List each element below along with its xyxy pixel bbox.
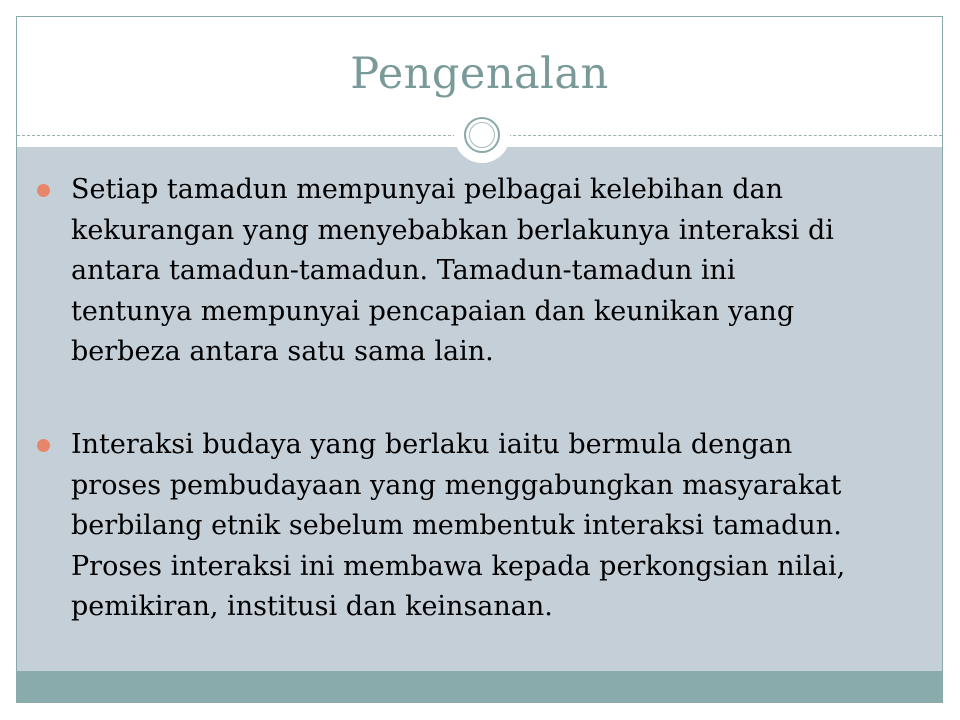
bullet-text: Setiap tamadun mempunyai pelbagai kelebihan dan kekurangan yang menyebabkan berlakunya interaksi di antara tamadun-tamadun. Tamadun-tamadun ini tentunya mempunyai pencapaian dan keunikan yang berbeza antara satu sama lain. <box>71 174 834 368</box>
footer-bar <box>17 671 942 703</box>
bullet-dot-icon <box>37 439 50 452</box>
bullet-item <box>71 425 911 628</box>
ornament-ring <box>464 117 500 153</box>
bullet-item <box>71 170 911 373</box>
bullet-dot-icon <box>37 184 50 197</box>
ornament-inner-ring <box>469 122 495 148</box>
bullet-text: Interaksi budaya yang berlaku iaitu bermula dengan proses pembudayaan yang menggabungkan masyarakat berbilang etnik sebelum membentuk interaksi tamadun. Proses interaksi ini membawa kepada perkongsian nilai, pemikiran, institusi dan keinsanan. <box>71 429 846 623</box>
circle-ornament-icon <box>454 107 510 163</box>
slide-frame <box>16 16 943 703</box>
slide-title: Pengenalan <box>350 49 609 99</box>
content-area <box>17 147 942 671</box>
